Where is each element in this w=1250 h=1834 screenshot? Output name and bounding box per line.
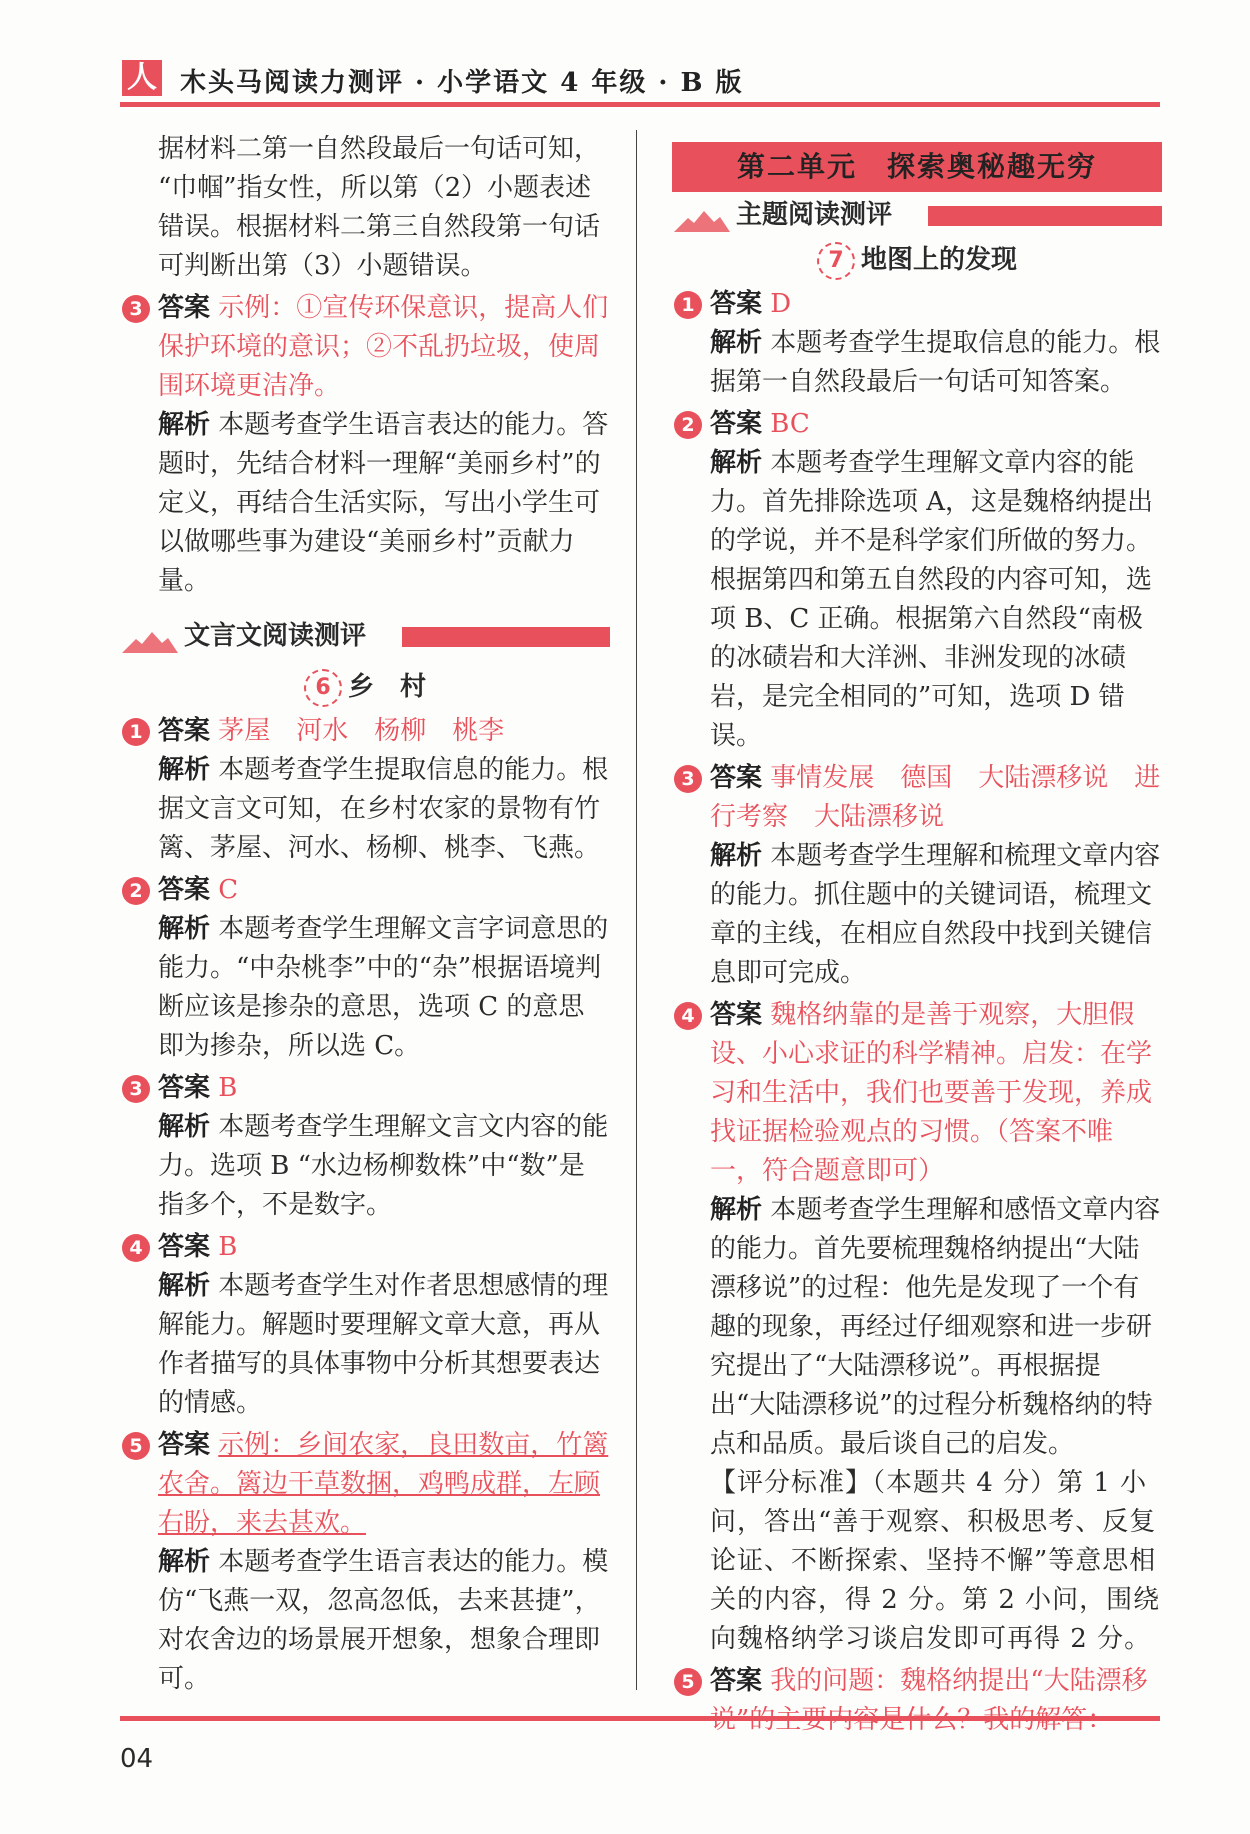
lesson-title: [672, 238, 1162, 282]
answer-label: 答案: [710, 1666, 763, 1696]
section-heading: [672, 194, 1162, 240]
analysis-text: 本题考查学生理解文章内容的能力。首先排除选项 A，这是魏格纳提出的学说，并不是科学家们所做的努力。根据第四和第五自然段的内容可知，选项 B、C 正确。根据第六自然段“南极的冰碛岩和大洋洲、非洲发现的冰碛岩，是完全相同的”可知，选项 D 错误。: [710, 448, 1154, 751]
analysis-label: 解析: [710, 1195, 763, 1225]
section-title: 文言文阅读测评: [184, 617, 374, 656]
text-line: 错误。根据材料二第三自然段第一句话: [158, 212, 601, 242]
question-3: [672, 759, 1162, 993]
column-divider: [636, 130, 637, 1690]
question-3: [120, 289, 610, 601]
footer-rule: [120, 1716, 1160, 1721]
answer-text: 示例：乡间农家，良田数亩，竹篱农舍。篱边干草数捆，鸡鸭成群，左顾右盼，来去甚欢。: [158, 1430, 609, 1538]
question-4: [672, 996, 1162, 1659]
analysis-text: 本题考查学生理解文言字词意思的能力。“中杂桃李”中的“杂”根据语境判断应该是掺杂的意思，选项 C 的意思即为掺杂，所以选 C。: [158, 914, 609, 1061]
analysis-text: 本题考查学生对作者思想感情的理解能力。解题时要理解文章大意，再从作者描写的具体事物中分析其想要表达的情感。: [158, 1271, 609, 1418]
answer-text: 示例：①宣传环保意识，提高人们保护环境的意识；②不乱扔垃圾，使周围环境更洁净。: [158, 293, 609, 401]
publisher-logo: 人: [122, 60, 162, 96]
question-number-badge: 1: [122, 718, 150, 746]
answer-label: 答案: [710, 289, 763, 319]
question-2: [672, 405, 1162, 756]
analysis-label: 解析: [710, 328, 763, 358]
text-line: 据材料二第一自然段最后一句话可知，: [158, 134, 601, 164]
question-number-badge: 5: [122, 1432, 150, 1460]
grading-criteria: 【评分标准】（本题共 4 分）第 1 小问，答出“善于观察、积极思考、反复论证、不断探索、坚持不懈”等意思相关的内容，得 2 分。第 2 小问，围绕向魏格纳学习谈启发即可再得 2 分。: [710, 1468, 1161, 1654]
analysis-label: 解析: [158, 410, 211, 440]
answer-label: 答案: [710, 763, 763, 793]
analysis-label: 解析: [158, 1271, 211, 1301]
question-number-badge: 1: [674, 291, 702, 319]
right-column: [672, 130, 1162, 1740]
answer-text: B: [218, 1073, 238, 1103]
question-3b: [120, 1069, 610, 1225]
answer-label: 答案: [158, 293, 211, 323]
answer-text: D: [770, 289, 792, 319]
lesson-name: 地图上的发现: [860, 245, 1017, 275]
analysis-text: 本题考查学生理解和梳理文章内容的能力。抓住题中的关键词语，梳理文章的主线，在相应自然段中找到关键信息即可完成。: [710, 841, 1161, 988]
answer-text: 我的问题：魏格纳提出“大陆漂移: [770, 1666, 1148, 1696]
analysis-label: 解析: [158, 1112, 211, 1142]
section-bar: [928, 206, 1162, 226]
text-line: 可判断出第（3）小题错误。: [158, 251, 487, 281]
answer-label: 答案: [158, 1430, 211, 1460]
analysis-text: 本题考查学生语言表达的能力。答题时，先结合材料一理解“美丽乡村”的定义，再结合生活实际，写出小学生可以做哪些事为建设“美丽乡村”贡献力量。: [158, 410, 609, 596]
mountain-icon: [674, 208, 730, 232]
question-5: [672, 1662, 1162, 1740]
question-number-badge: 3: [122, 295, 150, 323]
question-1: [672, 285, 1162, 402]
answer-label: 答案: [710, 1000, 763, 1030]
mountain-icon: [122, 629, 178, 653]
lesson-name: 乡 村: [347, 672, 426, 702]
answer-text: BC: [770, 409, 810, 439]
answer-label: 答案: [158, 1073, 211, 1103]
analysis-text: 本题考查学生理解文言文内容的能力。选项 B “水边杨柳数株”中“数”是指多个，不是数字。: [158, 1112, 609, 1220]
question-number-badge: 4: [122, 1234, 150, 1262]
section-heading: [120, 615, 610, 661]
analysis-text: 本题考查学生理解和感悟文章内容的能力。首先要梳理魏格纳提出“大陆漂移说”的过程：他先是发现了一个有趣的现象，再经过仔细观察和进一步研究提出了“大陆漂移说”。再根据提出“大陆漂移说”的过程分析魏格纳的特点和品质。最后谈自己的启发。: [710, 1195, 1161, 1459]
answer-label: 答案: [158, 875, 211, 905]
question-number-badge: 5: [674, 1668, 702, 1696]
analysis-text: 本题考查学生提取信息的能力。根据第一自然段最后一句话可知答案。: [710, 328, 1161, 397]
answer-label: 答案: [710, 409, 763, 439]
page-number: 04: [120, 1744, 154, 1774]
question-5: [120, 1426, 610, 1699]
left-column: [120, 130, 610, 1699]
question-1: [120, 712, 610, 868]
continued-text: [120, 130, 610, 286]
analysis-text: 本题考查学生提取信息的能力。根据文言文可知，在乡村农家的景物有竹篱、茅屋、河水、杨柳、桃李、飞燕。: [158, 755, 609, 863]
question-number-badge: 2: [122, 877, 150, 905]
question-4: [120, 1228, 610, 1423]
lesson-title: [120, 665, 610, 709]
question-number-badge: 3: [674, 765, 702, 793]
analysis-label: 解析: [158, 755, 211, 785]
analysis-label: 解析: [710, 841, 763, 871]
answer-text: 魏格纳靠的是善于观察，大胆假设、小心求证的科学精神。启发：在学习和生活中，我们也要善于发现，养成找证据检验观点的习惯。（答案不唯一，符合题意即可）: [710, 1000, 1153, 1186]
answer-text: 事情发展 德国 大陆漂移说 进行考察 大陆漂移说: [710, 763, 1161, 832]
answer-text: B: [218, 1232, 238, 1262]
lesson-number: 7: [817, 242, 855, 280]
section-title: 主题阅读测评: [736, 196, 900, 235]
page-header: [120, 54, 1160, 104]
header-title: 木头马阅读力测评 · 小学语文 4 年级 · B 版: [180, 68, 744, 98]
answer-text: 茅屋 河水 杨柳 桃李: [218, 716, 505, 746]
analysis-label: 解析: [710, 448, 763, 478]
lesson-number: 6: [304, 669, 342, 707]
question-number-badge: 3: [122, 1075, 150, 1103]
analysis-text: 本题考查学生语言表达的能力。模仿“飞燕一双，忽高忽低，去来甚捷”，对农舍边的场景展开想象，想象合理即可。: [158, 1547, 609, 1694]
question-2: [120, 871, 610, 1066]
answer-label: 答案: [158, 1232, 211, 1262]
unit-banner: 第二单元 探索奥秘趣无穷: [672, 142, 1162, 192]
question-number-badge: 4: [674, 1002, 702, 1030]
question-number-badge: 2: [674, 411, 702, 439]
section-bar: [402, 627, 610, 647]
header-rule: [120, 102, 1160, 107]
answer-text: C: [218, 875, 239, 905]
text-line: “巾帼”指女性，所以第（2）小题表述: [158, 173, 592, 203]
analysis-label: 解析: [158, 914, 211, 944]
answer-label: 答案: [158, 716, 211, 746]
analysis-label: 解析: [158, 1547, 211, 1577]
